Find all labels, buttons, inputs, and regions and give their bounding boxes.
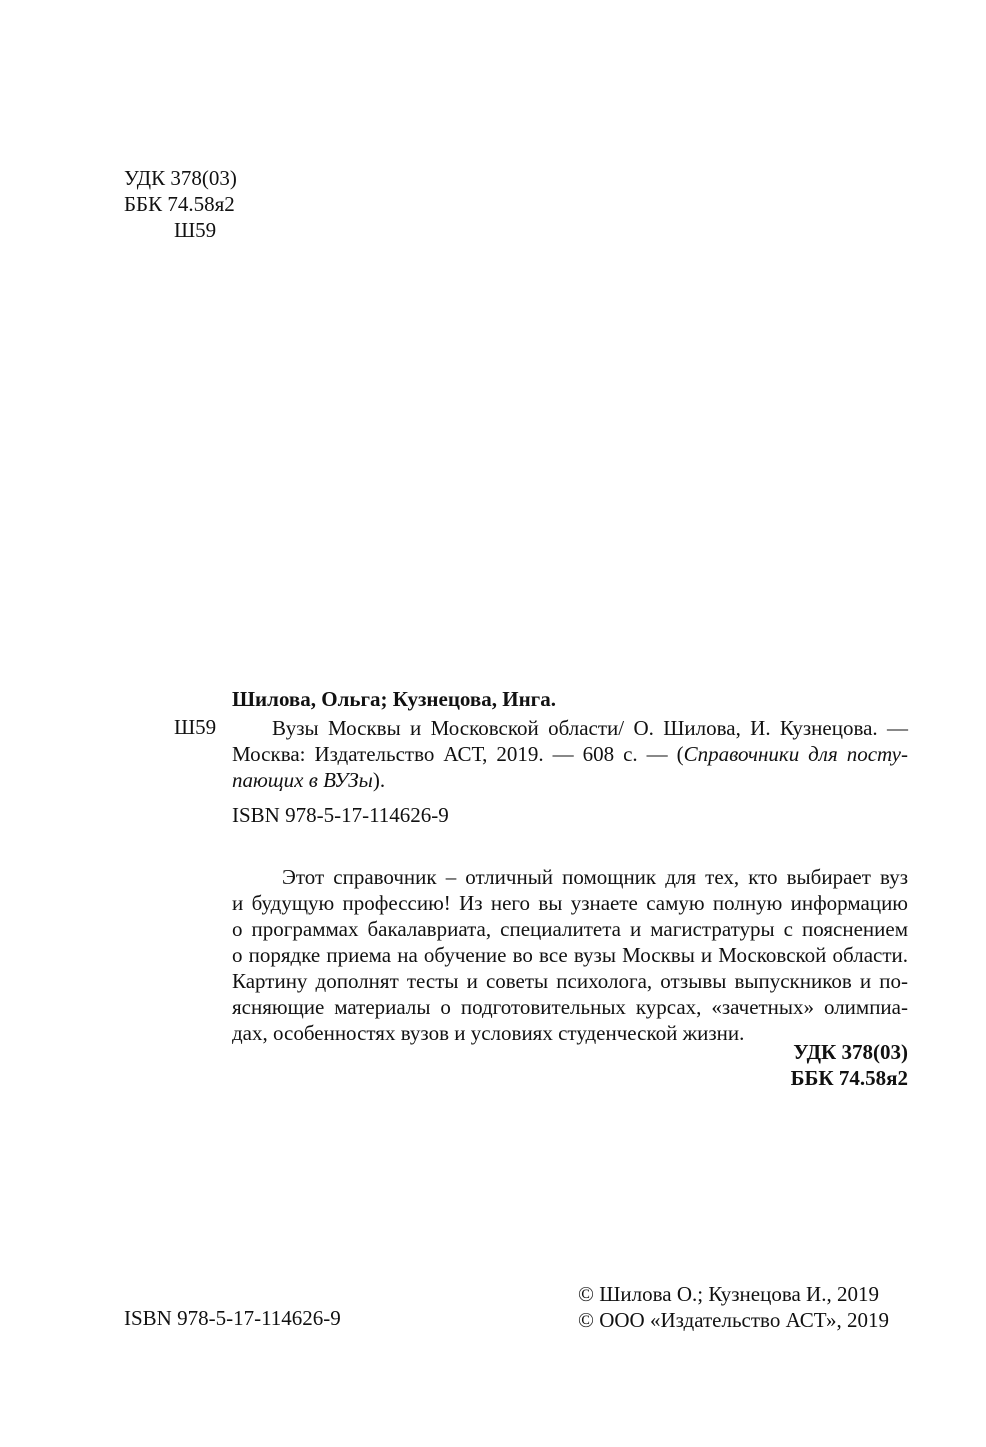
catalog-publisher: Москва: Издательство АСТ, 2019. — 608 с. — ( <box>232 742 684 766</box>
catalog-series-end: пающих в ВУЗы <box>232 768 373 792</box>
catalog-publisher-line <box>232 741 908 767</box>
annotation-line: о программах бакалавриата, специалитета и магистратуры с пояснением <box>232 917 908 941</box>
bbk-code: ББК 74.58я2 <box>124 192 235 216</box>
catalog-isbn: ISBN 978-5-17-114626-9 <box>232 803 449 827</box>
catalog-series: Справочники для посту- <box>683 742 908 766</box>
copyright-authors: © Шилова О.; Кузнецова И., 2019 <box>578 1282 879 1306</box>
catalog-series-close: ). <box>372 768 386 792</box>
catalog-title-line: Вузы Москвы и Московской области/ О. Шилова, И. Кузнецова. — <box>272 716 908 740</box>
catalog-series-line <box>232 767 908 793</box>
annotation-line: Этот справочник – отличный помощник для тех, кто выбирает вуз <box>282 865 908 889</box>
annotation-line: дах, особенностях вузов и условиях студенческой жизни. <box>232 1021 745 1045</box>
catalog-authors: Шилова, Ольга; Кузнецова, Инга. <box>232 687 556 711</box>
classification-block <box>124 166 237 244</box>
copyright-block <box>578 1282 889 1334</box>
footer-isbn: ISBN 978-5-17-114626-9 <box>124 1306 341 1330</box>
copyright-publisher: © ООО «Издательство АСТ», 2019 <box>578 1308 889 1332</box>
annotation-codes <box>791 1040 908 1092</box>
annotation-udk: УДК 378(03) <box>793 1040 908 1064</box>
annotation-line: Картину дополнят тесты и советы психолога, отзывы выпускников и по- <box>232 969 908 993</box>
udk-code: УДК 378(03) <box>124 166 237 190</box>
annotation-line: ясняющие материалы о подготовительных курсах, «зачетных» олимпиа- <box>232 995 908 1019</box>
catalog-entry <box>232 715 908 793</box>
annotation-line: и будущую профессию! Из него вы узнаете самую полную информацию <box>232 891 908 915</box>
annotation <box>232 864 908 1046</box>
catalog-author-mark: Ш59 <box>174 715 217 739</box>
annotation-bbk: ББК 74.58я2 <box>790 1066 908 1090</box>
annotation-line: о порядке приема на обучение во все вузы Москвы и Московской области. <box>232 943 908 967</box>
author-mark: Ш59 <box>174 218 217 242</box>
